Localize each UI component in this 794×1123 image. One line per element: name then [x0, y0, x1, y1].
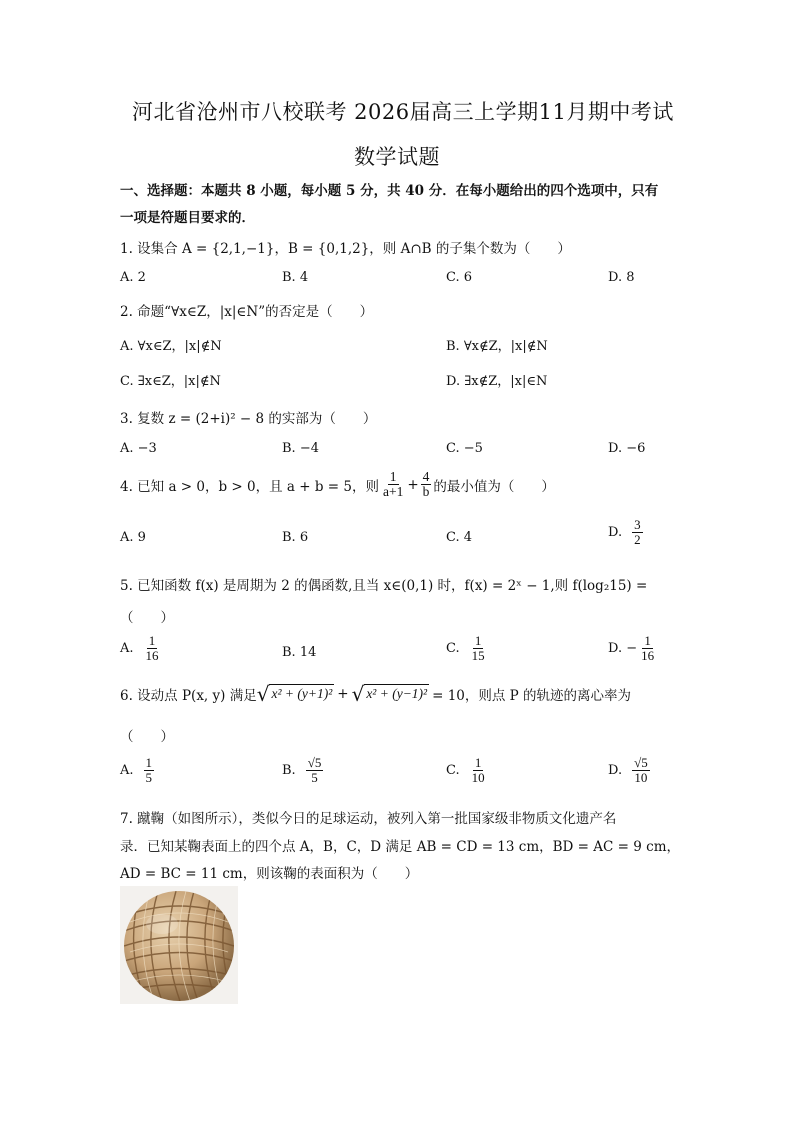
question-4-stem-text-a: 4. 已知 a > 0，b > 0，且 a + b = 5，则 — [120, 478, 379, 495]
section-heading-line1: 一、选择题：本题共 8 小题，每小题 5 分，共 40 分．在每小题给出的四个选项中，只有 — [120, 183, 659, 199]
question-3-option-a: A. −3 — [120, 441, 157, 456]
question-4-option-d — [608, 518, 645, 546]
option-label: A. — [120, 762, 134, 778]
fraction-denominator: 2 — [634, 531, 641, 547]
fraction — [632, 756, 650, 784]
fraction-denominator: 5 — [145, 769, 153, 785]
page-title: 河北省沧州市八校联考 2026届高三上学期11月期中考试 — [132, 100, 674, 124]
question-4-option-a: A. 9 — [120, 530, 146, 545]
question-6-option-c — [446, 756, 489, 784]
question-6-stem-text-a: 6. 设动点 P(x, y) 满足 — [120, 688, 257, 704]
option-label: D. − — [608, 640, 638, 656]
radicand-1: x² + (y+1)² — [269, 684, 334, 704]
page-subtitle: 数学试题 — [354, 145, 440, 169]
option-label: C. — [446, 640, 460, 656]
question-4-option-d-fraction — [632, 518, 643, 546]
question-6-option-d — [608, 756, 652, 784]
question-2-option-c: C. ∃x∈Z，|x|∉N — [120, 374, 221, 389]
fraction-numerator: √5 — [307, 755, 322, 770]
fraction-numerator: 1 — [389, 469, 397, 484]
question-2-stem: 2. 命题“∀x∈Z，|x|∈N”的否定是（ ） — [120, 304, 374, 320]
fraction-numerator: 4 — [422, 469, 430, 484]
fraction-numerator: 1 — [474, 633, 482, 648]
fraction-numerator: √5 — [634, 755, 648, 770]
question-3-option-c: C. −5 — [446, 441, 483, 456]
section-heading-line2: 一项是符题目要求的． — [120, 210, 255, 226]
question-5-stem: 5. 已知函数 f(x) 是周期为 2 的偶函数,且当 x∈(0,1) 时，f(x) = 2ˣ − 1,则 f(log₂15) = — [120, 578, 648, 594]
question-1-option-b: B. 4 — [282, 270, 309, 285]
fraction-denominator: 10 — [634, 769, 648, 785]
question-6-option-b — [282, 756, 325, 784]
question-5-option-b: B. 14 — [282, 645, 317, 660]
question-3-stem: 3. 复数 z = (2+i)² − 8 的实部为（ ） — [120, 411, 377, 427]
radicand-2: x² + (y−1)² — [364, 684, 429, 704]
fraction-numerator: 1 — [474, 755, 482, 770]
fraction-denominator: 16 — [145, 647, 159, 663]
question-1-option-d: D. 8 — [608, 270, 635, 285]
question-7-line2: 录．已知某鞠表面上的四个点 A，B，C，D 满足 AB = CD = 13 cm，BD = AC = 9 cm， — [120, 839, 680, 855]
question-7-line3: AD = BC = 11 cm，则该鞠的表面积为（ ） — [120, 866, 419, 882]
fraction-denominator: 5 — [311, 769, 318, 785]
question-1-option-a: A. 2 — [120, 270, 146, 285]
question-5-stem-bracket: （ ） — [120, 610, 174, 626]
option-label: C. — [446, 762, 460, 778]
fraction-numerator: 1 — [644, 633, 651, 648]
question-6-stem-text-b: = 10，则点 P 的轨迹的离心率为 — [432, 688, 632, 704]
fraction — [306, 756, 324, 784]
cuju-ball-image — [120, 886, 238, 1004]
question-5-option-a — [120, 634, 163, 662]
fraction-numerator: 1 — [145, 755, 153, 770]
fraction-denominator: a+1 — [382, 484, 404, 500]
fraction — [144, 634, 161, 662]
question-4-option-c: C. 4 — [446, 530, 473, 545]
fraction-numerator: 3 — [634, 517, 641, 532]
question-6-stem — [120, 684, 631, 704]
option-label: D. — [608, 524, 623, 540]
option-label: B. — [282, 762, 296, 778]
fraction — [144, 756, 155, 784]
fraction — [470, 756, 487, 784]
question-4-fraction-1 — [381, 470, 405, 499]
question-1-stem: 1. 设集合 A = {2,1,−1}，B = {0,1,2}，则 A∩B 的子集个数为（ ） — [120, 241, 571, 257]
sqrt-1: √ x² + (y+1)² — [256, 682, 333, 706]
sqrt-2: √ x² + (y−1)² — [351, 682, 428, 706]
question-4-fraction-2 — [421, 470, 432, 499]
fraction-denominator: b — [422, 484, 430, 500]
question-3-option-d: D. −6 — [608, 441, 646, 456]
fraction — [639, 634, 656, 662]
question-2-option-d: D. ∃x∉Z，|x|∈N — [446, 374, 548, 389]
fraction-denominator: 16 — [641, 647, 655, 663]
question-4-option-b: B. 6 — [282, 530, 309, 545]
question-1-option-c: C. 6 — [446, 270, 473, 285]
fraction-denominator: 10 — [471, 769, 485, 785]
question-4-stem-text-b: 的最小值为（ ） — [433, 478, 555, 495]
fraction — [470, 634, 487, 662]
fraction-numerator: 1 — [148, 633, 156, 648]
fraction-denominator: 15 — [471, 647, 485, 663]
question-2-option-b: B. ∀x∉Z，|x|∉N — [446, 339, 548, 354]
question-4-stem: 4. 已知 a > 0，b > 0，且 a + b = 5，则 $\frac{1}{a+1}$ + $\frac{4}{b}$ 的最小值为（ ） — [120, 469, 555, 500]
option-label: A. — [120, 640, 134, 656]
question-5-option-c — [446, 634, 489, 662]
plus-sign: + — [337, 686, 349, 702]
question-2-option-a: A. ∀x∈Z，|x|∉N — [120, 339, 222, 354]
question-3-option-b: B. −4 — [282, 441, 319, 456]
option-label: D. — [608, 762, 623, 778]
question-7-line1: 7. 蹴鞠（如图所示），类似今日的足球运动，被列入第一批国家级非物质文化遗产名 — [120, 811, 617, 827]
question-5-option-d — [608, 634, 658, 662]
question-6-stem-bracket: （ ） — [120, 729, 174, 745]
question-6-option-a — [120, 756, 156, 784]
